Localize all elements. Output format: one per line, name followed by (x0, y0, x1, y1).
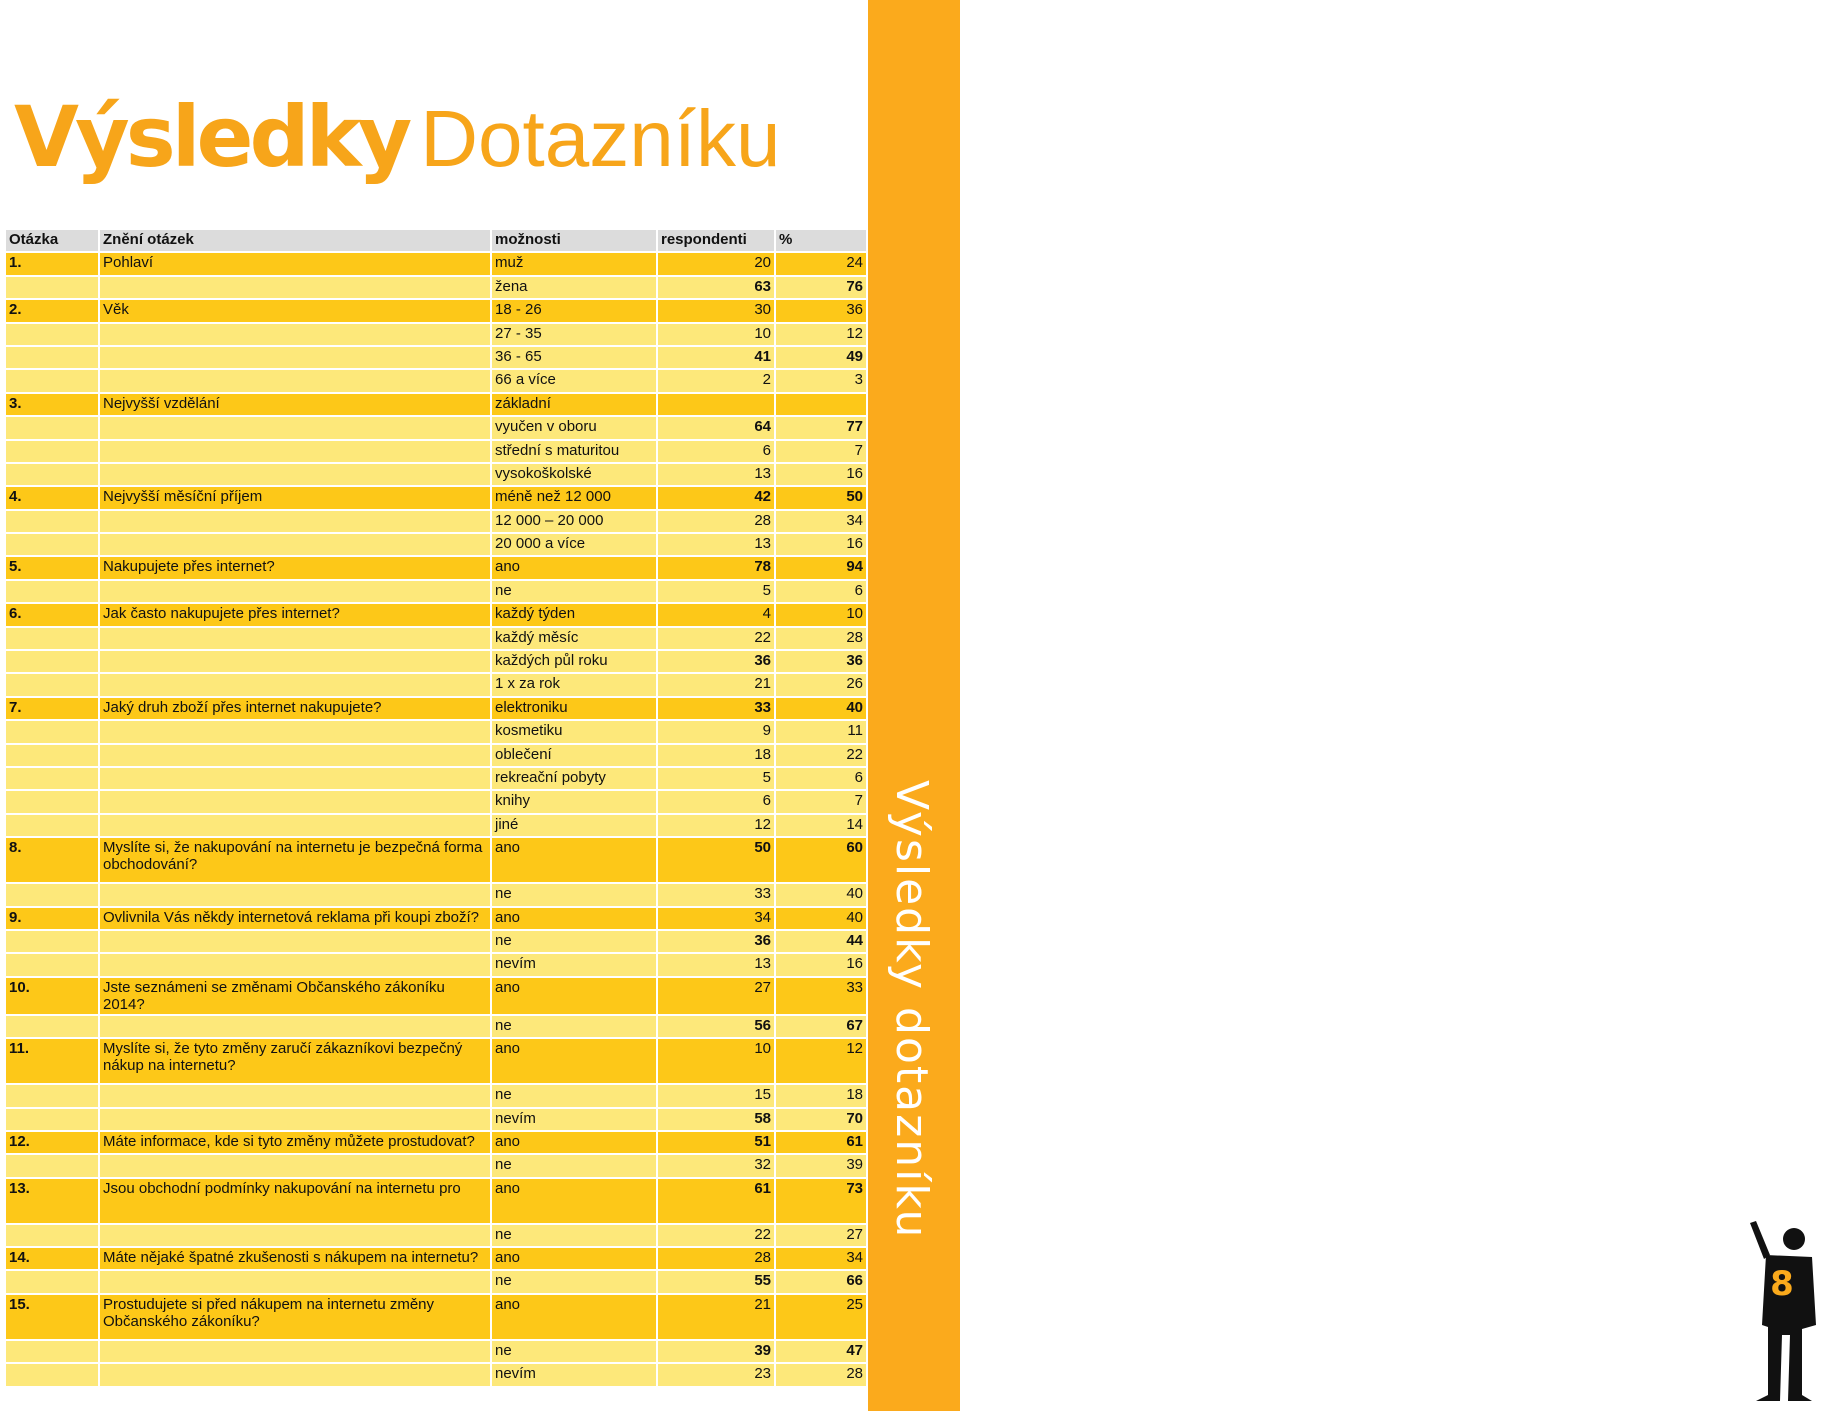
option-label: elektroniku (492, 698, 656, 719)
option-label: 18 - 26 (492, 300, 656, 321)
option-label: nevím (492, 1109, 656, 1130)
table-row (6, 394, 866, 415)
respondent-count: 33 (658, 698, 774, 719)
option-label: ne (492, 1155, 656, 1176)
respondent-count: 13 (658, 464, 774, 485)
question-number: 2. (6, 300, 98, 321)
respondent-count: 42 (658, 487, 774, 508)
respondent-count: 61 (658, 1179, 774, 1223)
question-text (100, 1016, 490, 1037)
question-number (6, 674, 98, 695)
option-label: rekreační pobyty (492, 768, 656, 789)
option-label: ano (492, 1295, 656, 1339)
respondent-count: 6 (658, 441, 774, 462)
table-row (6, 908, 866, 929)
option-label: ne (492, 1271, 656, 1292)
respondent-count: 10 (658, 1039, 774, 1083)
question-text: Jste seznámeni se změnami Občanského zákoníku 2014? (100, 978, 490, 1014)
question-text (100, 417, 490, 438)
percent-value: 16 (776, 464, 866, 485)
respondent-count: 5 (658, 581, 774, 602)
header-percent: % (776, 230, 866, 251)
option-label: každý týden (492, 604, 656, 625)
table-row (6, 1016, 866, 1037)
percent-value: 34 (776, 1248, 866, 1269)
question-number: 6. (6, 604, 98, 625)
table-row (6, 370, 866, 391)
percent-value: 27 (776, 1225, 866, 1246)
question-text: Jsou obchodní podmínky nakupování na internetu pro (100, 1179, 490, 1223)
question-text: Jak často nakupujete přes internet? (100, 604, 490, 625)
person-holding-number-icon (1742, 1215, 1822, 1405)
question-number (6, 277, 98, 298)
option-label: ne (492, 1016, 656, 1037)
question-text: Máte nějaké špatné zkušenosti s nákupem na internetu? (100, 1248, 490, 1269)
option-label: 27 - 35 (492, 324, 656, 345)
table-row (6, 417, 866, 438)
question-number (6, 581, 98, 602)
percent-value: 16 (776, 534, 866, 555)
respondent-count: 30 (658, 300, 774, 321)
option-label: ano (492, 838, 656, 882)
header-text: Znění otázek (100, 230, 490, 251)
respondent-count: 22 (658, 628, 774, 649)
table-row (6, 884, 866, 905)
question-number (6, 745, 98, 766)
question-number (6, 651, 98, 672)
question-text (100, 324, 490, 345)
table-row (6, 581, 866, 602)
respondent-count: 13 (658, 954, 774, 975)
percent-value: 10 (776, 604, 866, 625)
sidebar (868, 0, 1794, 1411)
table-row (6, 838, 866, 882)
respondent-count: 64 (658, 417, 774, 438)
respondent-count: 34 (658, 908, 774, 929)
option-label: 36 - 65 (492, 347, 656, 368)
sidebar-title: Výsledky dotazníku (886, 780, 937, 1240)
question-number (6, 1364, 98, 1385)
question-number (6, 1085, 98, 1106)
table-row (6, 1295, 866, 1339)
header-question: Otázka (6, 230, 98, 251)
percent-value: 36 (776, 651, 866, 672)
table-row (6, 978, 866, 1014)
respondent-count: 56 (658, 1016, 774, 1037)
table-header-row (6, 230, 866, 251)
respondent-count: 36 (658, 931, 774, 952)
option-label: 66 a více (492, 370, 656, 391)
table-row (6, 745, 866, 766)
question-number (6, 370, 98, 391)
option-label: 12 000 – 20 000 (492, 511, 656, 532)
option-label: základní (492, 394, 656, 415)
option-label: ne (492, 1341, 656, 1362)
table-row (6, 815, 866, 836)
question-text: Nakupujete přes internet? (100, 557, 490, 578)
question-number: 4. (6, 487, 98, 508)
percent-value: 73 (776, 1179, 866, 1223)
percent-value: 49 (776, 347, 866, 368)
option-label: střední s maturitou (492, 441, 656, 462)
percent-value: 24 (776, 253, 866, 274)
question-text: Myslíte si, že tyto změny zaručí zákazníkovi bezpečný nákup na internetu? (100, 1039, 490, 1083)
percent-value: 67 (776, 1016, 866, 1037)
percent-value: 40 (776, 908, 866, 929)
percent-value: 7 (776, 791, 866, 812)
table-row (6, 1039, 866, 1083)
question-text (100, 347, 490, 368)
question-number (6, 347, 98, 368)
table-row (6, 1341, 866, 1362)
respondent-count: 22 (658, 1225, 774, 1246)
option-label: nevím (492, 1364, 656, 1385)
question-text (100, 1109, 490, 1130)
respondent-count: 13 (658, 534, 774, 555)
question-number (6, 721, 98, 742)
table-row (6, 1085, 866, 1106)
respondent-count: 9 (658, 721, 774, 742)
table-row (6, 511, 866, 532)
question-number: 8. (6, 838, 98, 882)
question-number (6, 791, 98, 812)
table-row (6, 604, 866, 625)
respondent-count: 4 (658, 604, 774, 625)
question-text: Pohlaví (100, 253, 490, 274)
percent-value: 40 (776, 884, 866, 905)
question-text (100, 954, 490, 975)
percent-value: 34 (776, 511, 866, 532)
option-label: ano (492, 1039, 656, 1083)
title-bold: Výsledky (14, 88, 409, 186)
table-row (6, 1155, 866, 1176)
percent-value: 36 (776, 300, 866, 321)
percent-value: 40 (776, 698, 866, 719)
option-label: ne (492, 931, 656, 952)
option-label: jiné (492, 815, 656, 836)
table-row (6, 1364, 866, 1385)
question-number: 7. (6, 698, 98, 719)
question-text: Jaký druh zboží přes internet nakupujete? (100, 698, 490, 719)
table-row (6, 253, 866, 274)
respondent-count: 32 (658, 1155, 774, 1176)
table-row (6, 628, 866, 649)
question-text (100, 534, 490, 555)
option-label: ano (492, 557, 656, 578)
respondent-count: 10 (658, 324, 774, 345)
question-number (6, 1271, 98, 1292)
respondent-count: 28 (658, 1248, 774, 1269)
question-text (100, 511, 490, 532)
question-text (100, 791, 490, 812)
table-row (6, 534, 866, 555)
question-text (100, 1341, 490, 1362)
question-text: Myslíte si, že nakupování na internetu je bezpečná forma obchodování? (100, 838, 490, 882)
respondent-count: 6 (658, 791, 774, 812)
percent-value: 66 (776, 1271, 866, 1292)
option-label: vyučen v oboru (492, 417, 656, 438)
table-row (6, 674, 866, 695)
respondent-count: 50 (658, 838, 774, 882)
table-row (6, 791, 866, 812)
respondent-count: 58 (658, 1109, 774, 1130)
table-row (6, 721, 866, 742)
percent-value: 61 (776, 1132, 866, 1153)
table-row (6, 768, 866, 789)
question-number (6, 1155, 98, 1176)
percent-value: 12 (776, 324, 866, 345)
question-text (100, 815, 490, 836)
table-row (6, 1271, 866, 1292)
question-number (6, 1109, 98, 1130)
question-number (6, 931, 98, 952)
header-options: možnosti (492, 230, 656, 251)
table-row (6, 557, 866, 578)
percent-value: 33 (776, 978, 866, 1014)
percent-value: 18 (776, 1085, 866, 1106)
percent-value: 50 (776, 487, 866, 508)
option-label: ano (492, 1132, 656, 1153)
question-text (100, 721, 490, 742)
percent-value: 22 (776, 745, 866, 766)
option-label: oblečení (492, 745, 656, 766)
question-number (6, 534, 98, 555)
question-number: 15. (6, 1295, 98, 1339)
question-text (100, 628, 490, 649)
option-label: 20 000 a více (492, 534, 656, 555)
question-number: 12. (6, 1132, 98, 1153)
percent-value: 70 (776, 1109, 866, 1130)
question-text: Nejvyšší měsíční příjem (100, 487, 490, 508)
question-number (6, 1225, 98, 1246)
respondent-count: 55 (658, 1271, 774, 1292)
percent-value: 26 (776, 674, 866, 695)
results-table (4, 228, 868, 1388)
question-number (6, 884, 98, 905)
question-text (100, 1364, 490, 1385)
respondent-count: 36 (658, 651, 774, 672)
question-number (6, 324, 98, 345)
option-label: kosmetiku (492, 721, 656, 742)
question-text (100, 1271, 490, 1292)
percent-value (776, 394, 866, 415)
question-text (100, 1155, 490, 1176)
question-text (100, 884, 490, 905)
option-label: každý měsíc (492, 628, 656, 649)
question-text (100, 651, 490, 672)
option-label: knihy (492, 791, 656, 812)
question-text (100, 581, 490, 602)
percent-value: 28 (776, 1364, 866, 1385)
respondent-count: 15 (658, 1085, 774, 1106)
question-text (100, 277, 490, 298)
table-body (6, 253, 866, 1385)
question-number: 10. (6, 978, 98, 1014)
question-number (6, 954, 98, 975)
table-row (6, 487, 866, 508)
question-text: Nejvyšší vzdělání (100, 394, 490, 415)
respondent-count: 28 (658, 511, 774, 532)
table-row (6, 954, 866, 975)
respondent-count: 39 (658, 1341, 774, 1362)
option-label: 1 x za rok (492, 674, 656, 695)
percent-value: 25 (776, 1295, 866, 1339)
table-row (6, 441, 866, 462)
percent-value: 14 (776, 815, 866, 836)
question-text: Věk (100, 300, 490, 321)
respondent-count: 12 (658, 815, 774, 836)
respondent-count: 21 (658, 674, 774, 695)
table-row (6, 1109, 866, 1130)
option-label: ne (492, 884, 656, 905)
percent-value: 60 (776, 838, 866, 882)
question-number: 13. (6, 1179, 98, 1223)
question-text (100, 674, 490, 695)
question-text (100, 1225, 490, 1246)
option-label: každých půl roku (492, 651, 656, 672)
option-label: žena (492, 277, 656, 298)
percent-value: 47 (776, 1341, 866, 1362)
table-row (6, 1248, 866, 1269)
question-number (6, 511, 98, 532)
percent-value: 7 (776, 441, 866, 462)
option-label: muž (492, 253, 656, 274)
question-text (100, 370, 490, 391)
table-row (6, 698, 866, 719)
page-number: 8 (1770, 1264, 1794, 1304)
respondent-count: 33 (658, 884, 774, 905)
respondent-count: 20 (658, 253, 774, 274)
question-number (6, 441, 98, 462)
question-number: 5. (6, 557, 98, 578)
option-label: ne (492, 1085, 656, 1106)
question-number: 11. (6, 1039, 98, 1083)
percent-value: 94 (776, 557, 866, 578)
table-row (6, 464, 866, 485)
respondent-count: 78 (658, 557, 774, 578)
page-title (14, 88, 780, 198)
percent-value: 6 (776, 581, 866, 602)
respondent-count: 63 (658, 277, 774, 298)
question-number (6, 417, 98, 438)
option-label: ano (492, 1179, 656, 1223)
percent-value: 16 (776, 954, 866, 975)
question-text: Prostudujete si před nákupem na internetu změny Občanského zákoníku? (100, 1295, 490, 1339)
question-text (100, 931, 490, 952)
question-number: 1. (6, 253, 98, 274)
option-label: ano (492, 908, 656, 929)
option-label: ano (492, 978, 656, 1014)
question-text (100, 441, 490, 462)
question-number: 9. (6, 908, 98, 929)
respondent-count: 51 (658, 1132, 774, 1153)
option-label: méně než 12 000 (492, 487, 656, 508)
percent-value: 3 (776, 370, 866, 391)
question-text (100, 1085, 490, 1106)
table-row (6, 277, 866, 298)
question-text (100, 768, 490, 789)
respondent-count: 27 (658, 978, 774, 1014)
question-text: Ovlivnila Vás někdy internetová reklama při koupi zboží? (100, 908, 490, 929)
table-row (6, 1132, 866, 1153)
option-label: ne (492, 1225, 656, 1246)
respondent-count: 21 (658, 1295, 774, 1339)
question-number (6, 815, 98, 836)
question-text (100, 745, 490, 766)
question-number (6, 1341, 98, 1362)
title-light: Dotazníku (420, 94, 781, 183)
respondent-count (658, 394, 774, 415)
respondent-count: 23 (658, 1364, 774, 1385)
respondent-count: 41 (658, 347, 774, 368)
percent-value: 39 (776, 1155, 866, 1176)
table-row (6, 1179, 866, 1223)
question-number (6, 464, 98, 485)
respondent-count: 5 (658, 768, 774, 789)
option-label: nevím (492, 954, 656, 975)
question-number (6, 1016, 98, 1037)
question-text: Máte informace, kde si tyto změny můžete prostudovat? (100, 1132, 490, 1153)
header-respondents: respondenti (658, 230, 774, 251)
table-row (6, 1225, 866, 1246)
option-label: ano (492, 1248, 656, 1269)
percent-value: 6 (776, 768, 866, 789)
percent-value: 77 (776, 417, 866, 438)
table-row (6, 324, 866, 345)
percent-value: 28 (776, 628, 866, 649)
respondent-count: 2 (658, 370, 774, 391)
question-number (6, 628, 98, 649)
table-row (6, 347, 866, 368)
percent-value: 76 (776, 277, 866, 298)
question-number: 14. (6, 1248, 98, 1269)
option-label: vysokoškolské (492, 464, 656, 485)
percent-value: 44 (776, 931, 866, 952)
table-row (6, 300, 866, 321)
question-number: 3. (6, 394, 98, 415)
question-text (100, 464, 490, 485)
table-row (6, 651, 866, 672)
question-number (6, 768, 98, 789)
respondent-count: 18 (658, 745, 774, 766)
table-row (6, 931, 866, 952)
percent-value: 11 (776, 721, 866, 742)
option-label: ne (492, 581, 656, 602)
percent-value: 12 (776, 1039, 866, 1083)
